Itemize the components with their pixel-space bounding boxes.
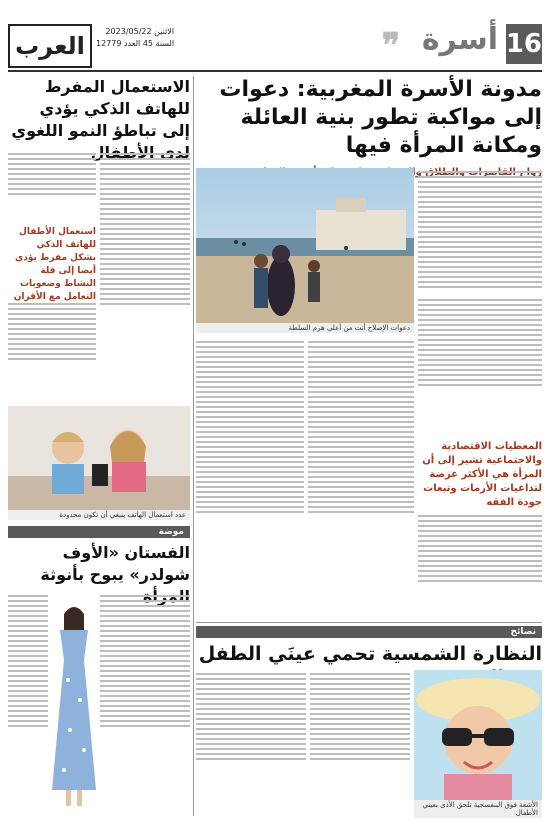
main-pull-quote: المعطيات الاقتصادية والاجتماعية تشير إلى أن المرأة هي الأكثر عرضة لتداعيات الأزمات وتبعات جودة الفقه	[422, 441, 542, 508]
side-article-body	[8, 150, 96, 220]
advice-tag: نصائح	[196, 626, 542, 638]
quote-icon: ❞	[381, 26, 400, 66]
main-article-body	[418, 512, 542, 622]
column-divider	[193, 76, 194, 816]
section-title: أسرة	[421, 22, 498, 57]
main-article-body	[418, 296, 542, 436]
main-article-body	[196, 338, 304, 620]
fashion-tag: موضة	[8, 526, 190, 538]
children-phone-photo	[8, 406, 190, 510]
advice-photo-caption: الأشعة فوق البنفسجية تلحق الأذى بعيني الأطفال	[414, 800, 542, 818]
side-article-body	[100, 150, 190, 400]
dress-photo	[50, 600, 98, 810]
newspaper-logo: العرب	[8, 24, 92, 68]
main-article-body	[418, 168, 542, 288]
advice-headline: النظارة الشمسية تحمي عينَي الطفل	[198, 643, 542, 665]
main-photo-caption: دعوات الإصلاح أتت من أعلى هرم السلطة	[196, 323, 414, 333]
header-rule	[8, 70, 542, 72]
fashion-headline: الفستان «الأوف شولدر» يبوح بأنوثة	[40, 543, 190, 584]
side-pull-quote-box	[8, 226, 96, 304]
side-photo-caption: عدد استعمال الهاتف ينبغي أن تكون محدودة	[8, 510, 190, 520]
section-divider	[196, 622, 542, 623]
advice-article-body	[310, 670, 410, 810]
side-article-body	[8, 300, 96, 400]
side-pull-quote: استعمال الأطفال للهاتف الذكي بشكل مفرط يؤدي أيضا إلى قلة النشاط وصعوبات التعامل مع الأقران	[13, 227, 96, 302]
advice-article-body	[196, 670, 306, 810]
child-sunglasses-photo	[414, 670, 542, 800]
fashion-article-body	[8, 592, 48, 812]
fashion-article-body	[100, 592, 190, 812]
main-pull-quote-box	[418, 440, 542, 510]
side-headline: الاستعمال المفرط للهاتف الذكي يؤدي إلى تباطؤ النمو اللغوي	[11, 77, 190, 140]
issue-info	[96, 26, 174, 50]
date-line: الاثنين 2023/05/22	[105, 27, 175, 36]
issue-line: السنة 45 العدد 12779	[96, 39, 175, 48]
main-photo	[196, 168, 414, 323]
page-header	[0, 0, 550, 70]
main-headline: مدونة الأسرة المغربية: دعوات إلى مواكبة تطور بنية العائلة ومكانة المرأة فيها	[219, 77, 542, 158]
page-number: 16	[506, 24, 542, 64]
main-article	[196, 76, 542, 180]
main-article-body	[308, 338, 414, 620]
